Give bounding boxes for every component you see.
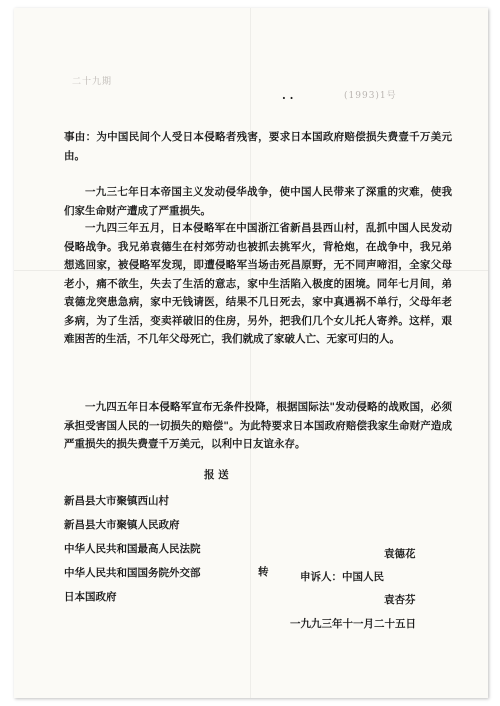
top-mark: · · xyxy=(282,92,294,105)
faint-mark-top-right: (1993)1号 xyxy=(344,91,397,101)
report-label: 报 送 xyxy=(204,469,229,481)
transfer-word: 转 xyxy=(258,566,269,578)
petitioner-label: 申诉人：中国人民 xyxy=(300,571,384,583)
subject-line: 事由：为中国民间个人受日本侵略者残害，要求日本国政府赔偿损失费壹千万美元由。 xyxy=(64,131,452,162)
recipient-item: 中华人民共和国最高人民法院 xyxy=(64,543,201,555)
paragraph-1: 一九三七年日本帝国主义发动侵华战争，使中国人民带来了深重的灾难，使我们家生命财产遭成了严重损失。 xyxy=(64,186,452,217)
recipient-item: 新昌县大市聚镇西山村 xyxy=(64,495,169,507)
date-line: 一九九三年十一月二十五日 xyxy=(290,618,416,630)
faint-mark-top-left: 二十九期 xyxy=(72,77,113,87)
petitioner-name-2: 袁杏芬 xyxy=(384,594,416,606)
petitioner-name-1: 袁德花 xyxy=(384,548,416,560)
recipient-item: 新昌县大市聚镇人民政府 xyxy=(64,519,180,531)
recipient-item: 日本国政府 xyxy=(64,591,117,603)
recipient-item: 中华人民共和国国务院外交部 xyxy=(64,567,201,579)
paragraph-2: 一九四三年五月，日本侵略军在中国浙江省新昌县西山村，乱抓中国人民发动侵略战争。我兄弟袁德生在村郊劳动也被抓去挑军火，背枪炮，在战争中，我兄弟想逃回家，被侵略军发现，即遭侵略军当场击死昌原野，无不同声啼泪，全家父母老小，痛不欲生，失去了生活的意志，家中生活陷入极度的困境。同年七月间，弟袁德龙突患急病，家中无钱请医，结果不几日死去，家中真遇祸不单行，父母年老多病，为了生活，变卖祥破旧的住房，另外，把我们几个女儿托人寄养。这样，艰难困苦的生活，不几年父母死亡，我们就成了家破人亡、无家可归的人。 xyxy=(64,222,452,345)
paragraph-3: 一九四五年日本侵略军宣布无条件投降，根据国际法"发动侵略的战败国，必须承担受害国人民的一切损失的赔偿"。为此特要求日本国政府赔偿我家生命财产造成严重损失的损失费壹千万美元，以利中日友谊永存。 xyxy=(64,401,452,450)
